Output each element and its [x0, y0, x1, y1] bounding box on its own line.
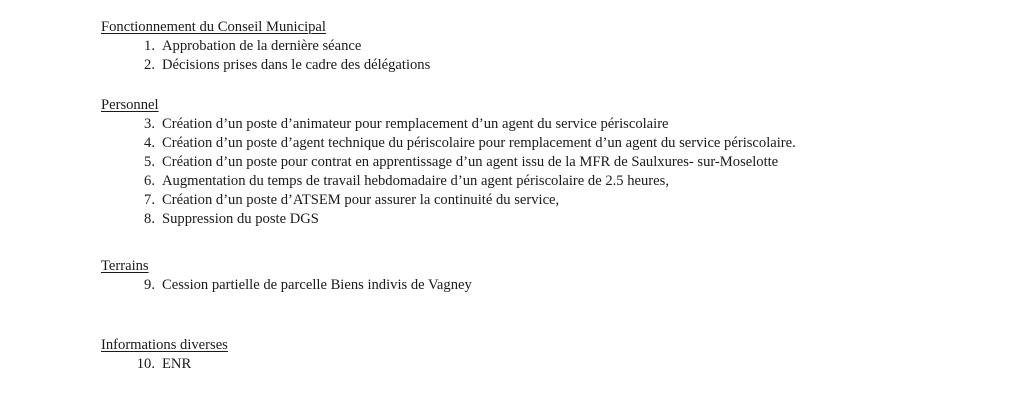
section-heading: Terrains — [101, 258, 149, 274]
item-number: 6. — [144, 173, 155, 189]
agenda-item — [101, 153, 1001, 172]
item-text: Augmentation du temps de travail hebdomadaire d’un agent périscolaire de 2.5 heures, — [162, 173, 669, 189]
item-number: 3. — [144, 116, 155, 132]
item-text: Création d’un poste d’agent technique du périscolaire pour remplacement d’un agent du service périscolaire. — [162, 135, 796, 151]
agenda-list — [101, 355, 1001, 374]
section-fonctionnement — [101, 18, 1001, 75]
section-personnel — [101, 96, 1001, 229]
item-number: 9. — [144, 277, 155, 293]
agenda-item — [101, 210, 1001, 229]
agenda-list — [101, 115, 1001, 229]
section-heading: Informations diverses — [101, 337, 228, 353]
item-text: Création d’un poste pour contrat en apprentissage d’un agent issu de la MFR de Saulxures- sur-Moselotte — [162, 154, 779, 170]
item-number: 4. — [144, 135, 155, 151]
item-text: Création d’un poste d’animateur pour remplacement d’un agent du service périscolaire — [162, 116, 669, 132]
agenda-list — [101, 276, 1001, 295]
item-number: 2. — [144, 57, 155, 73]
agenda-item — [101, 172, 1001, 191]
item-text: Approbation de la dernière séance — [162, 38, 362, 54]
agenda-item — [101, 134, 1001, 153]
agenda-item — [101, 191, 1001, 210]
agenda-item — [101, 37, 1001, 56]
section-heading: Personnel — [101, 97, 159, 113]
agenda-item — [101, 276, 1001, 295]
item-number: 1. — [144, 38, 155, 54]
item-text: Suppression du poste DGS — [162, 211, 319, 227]
item-number: 5. — [144, 154, 155, 170]
agenda-item — [101, 355, 1001, 374]
item-text: Cession partielle de parcelle Biens indivis de Vagney — [162, 277, 472, 293]
item-text: ENR — [162, 356, 192, 372]
item-text: Création d’un poste d’ATSEM pour assurer la continuité du service, — [162, 192, 560, 208]
item-text: Décisions prises dans le cadre des délégations — [162, 57, 431, 73]
section-terrains — [101, 257, 1001, 295]
item-number: 7. — [144, 192, 155, 208]
agenda-item — [101, 115, 1001, 134]
agenda-item — [101, 56, 1001, 75]
item-number: 10. — [136, 356, 155, 372]
section-informations — [101, 336, 1001, 374]
agenda-list — [101, 37, 1001, 75]
item-number: 8. — [144, 211, 155, 227]
section-heading: Fonctionnement du Conseil Municipal — [101, 19, 326, 35]
